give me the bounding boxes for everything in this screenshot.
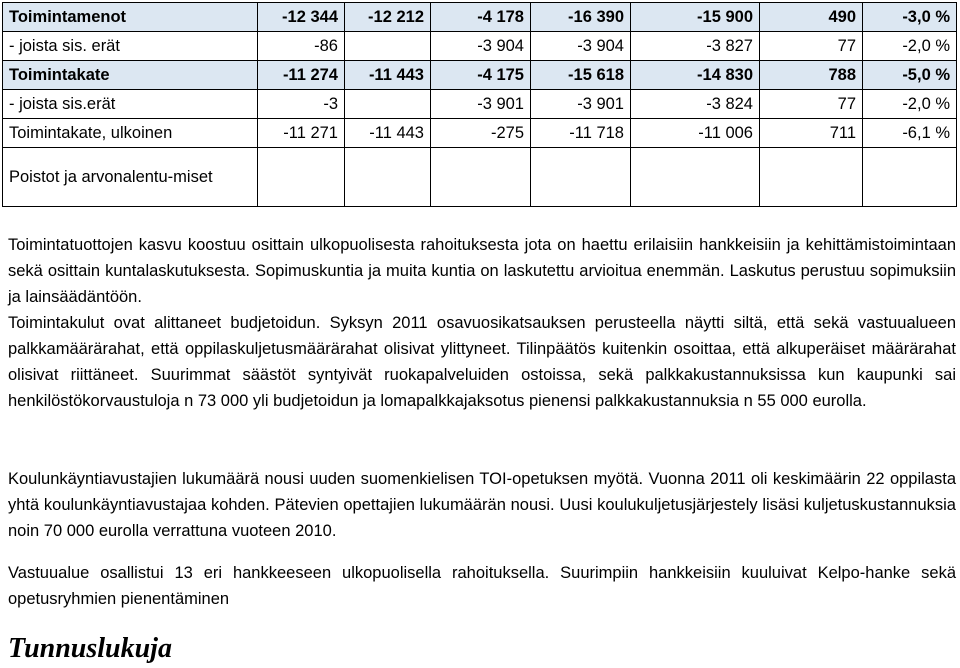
row-label: - joista sis. erät: [3, 32, 258, 61]
table-cell: [531, 148, 631, 207]
paragraph-revenue: Toimintatuottojen kasvu koostuu osittain ulkopuolisesta rahoituksesta jota on haettu erilaisiin hankkeisiin ja kehittämistoimintaan sekä osittain kuntalaskutuksesta. Sopimuskuntia ja muita kuntia on laskutettu arvioitua enemmän. Laskutus perustuu sopimuksiin ja lainsäädäntöön.: [8, 236, 956, 306]
table-cell: [863, 148, 957, 207]
paragraph-assistants: Koulunkäyntiavustajien lukumäärä nousi uuden suomenkielisen TOI-opetuksen myötä. Vuonna 2011 oli keskimäärin 22 oppilasta yhtä koulunkäyntiavustajaa kohden. Pätevien opettajien lukumäärän nousi. Uusi koulukuljetusjärjestely lisäsi kuljetuskustannuksia noin 70 000 eurolla verrattuna vuoteen 2010.: [8, 470, 956, 540]
table-cell: 77: [760, 32, 863, 61]
paragraph-projects: Vastuualue osallistui 13 eri hankkeeseen ulkopuolisella rahoituksella. Suurimpiin hankkeisiin kuuluivat Kelpo-hanke sekä opetusryhmien pienentäminen: [8, 564, 956, 608]
table-cell: -15 900: [631, 3, 760, 32]
table-cell: -11 443: [345, 61, 431, 90]
table-cell: -3 901: [431, 90, 531, 119]
table-row: [3, 32, 957, 61]
table-cell: -3 824: [631, 90, 760, 119]
table-cell: -2,0 %: [863, 32, 957, 61]
table-row: [3, 119, 957, 148]
table-cell: -3,0 %: [863, 3, 957, 32]
table-cell: [345, 90, 431, 119]
paragraph-costs: Toimintakulut ovat alittaneet budjetoidun. Syksyn 2011 osavuosikatsauksen perusteella näytti siltä, että sekä vastuualueen palkkamäärärahat, että oppilaskuljetusmäärärahat olisivat ylittyneet. Tilinpäätös kuitenkin osoittaa, että alkuperäiset määrärahat olisivat riittäneet. Suurimmat säästöt syntyivät ruokapalveluiden ostoissa, sekä palkkakustannuksissa kun kaupunki sai henkilöstökorvaustuloja n 73 000 yli budjetoidun ja lomapalkkajaksotus pienensi palkkakustannuksia n 55 000 eurolla.: [8, 314, 956, 410]
table-cell: [431, 148, 531, 207]
table-cell: -6,1 %: [863, 119, 957, 148]
table-cell: -3 904: [431, 32, 531, 61]
table-cell: -15 618: [531, 61, 631, 90]
table-cell: -4 178: [431, 3, 531, 32]
table-cell: 711: [760, 119, 863, 148]
table-cell: [631, 148, 760, 207]
table-cell: -3 827: [631, 32, 760, 61]
table-cell: -14 830: [631, 61, 760, 90]
table-cell: -86: [258, 32, 345, 61]
row-label: Toimintakate, ulkoinen: [3, 119, 258, 148]
table-cell: -11 006: [631, 119, 760, 148]
table-cell: 788: [760, 61, 863, 90]
row-label: Poistot ja arvonalentu-miset: [3, 148, 258, 207]
table-cell: -3 904: [531, 32, 631, 61]
table-cell: [345, 148, 431, 207]
table-cell: [345, 32, 431, 61]
table-cell: -12 212: [345, 3, 431, 32]
table-cell: -3: [258, 90, 345, 119]
table-cell: -11 443: [345, 119, 431, 148]
table-cell: -275: [431, 119, 531, 148]
table-row: [3, 148, 957, 207]
table-cell: -5,0 %: [863, 61, 957, 90]
table-cell: -3 901: [531, 90, 631, 119]
row-label: Toimintakate: [3, 61, 258, 90]
table-cell: -11 271: [258, 119, 345, 148]
table-cell: 490: [760, 3, 863, 32]
row-label: - joista sis.erät: [3, 90, 258, 119]
table-cell: -2,0 %: [863, 90, 957, 119]
table-cell: -11 718: [531, 119, 631, 148]
table-cell: -4 175: [431, 61, 531, 90]
table-cell: -16 390: [531, 3, 631, 32]
table-cell: [760, 148, 863, 207]
table-cell: 77: [760, 90, 863, 119]
table-cell: -11 274: [258, 61, 345, 90]
row-label: Toimintamenot: [3, 3, 258, 32]
table-cell: -12 344: [258, 3, 345, 32]
table-cell: [258, 148, 345, 207]
finance-table: [2, 2, 957, 207]
table-row: [3, 61, 957, 90]
section-heading: Tunnuslukuja: [8, 633, 172, 664]
table-row: [3, 3, 957, 32]
table-row: [3, 90, 957, 119]
